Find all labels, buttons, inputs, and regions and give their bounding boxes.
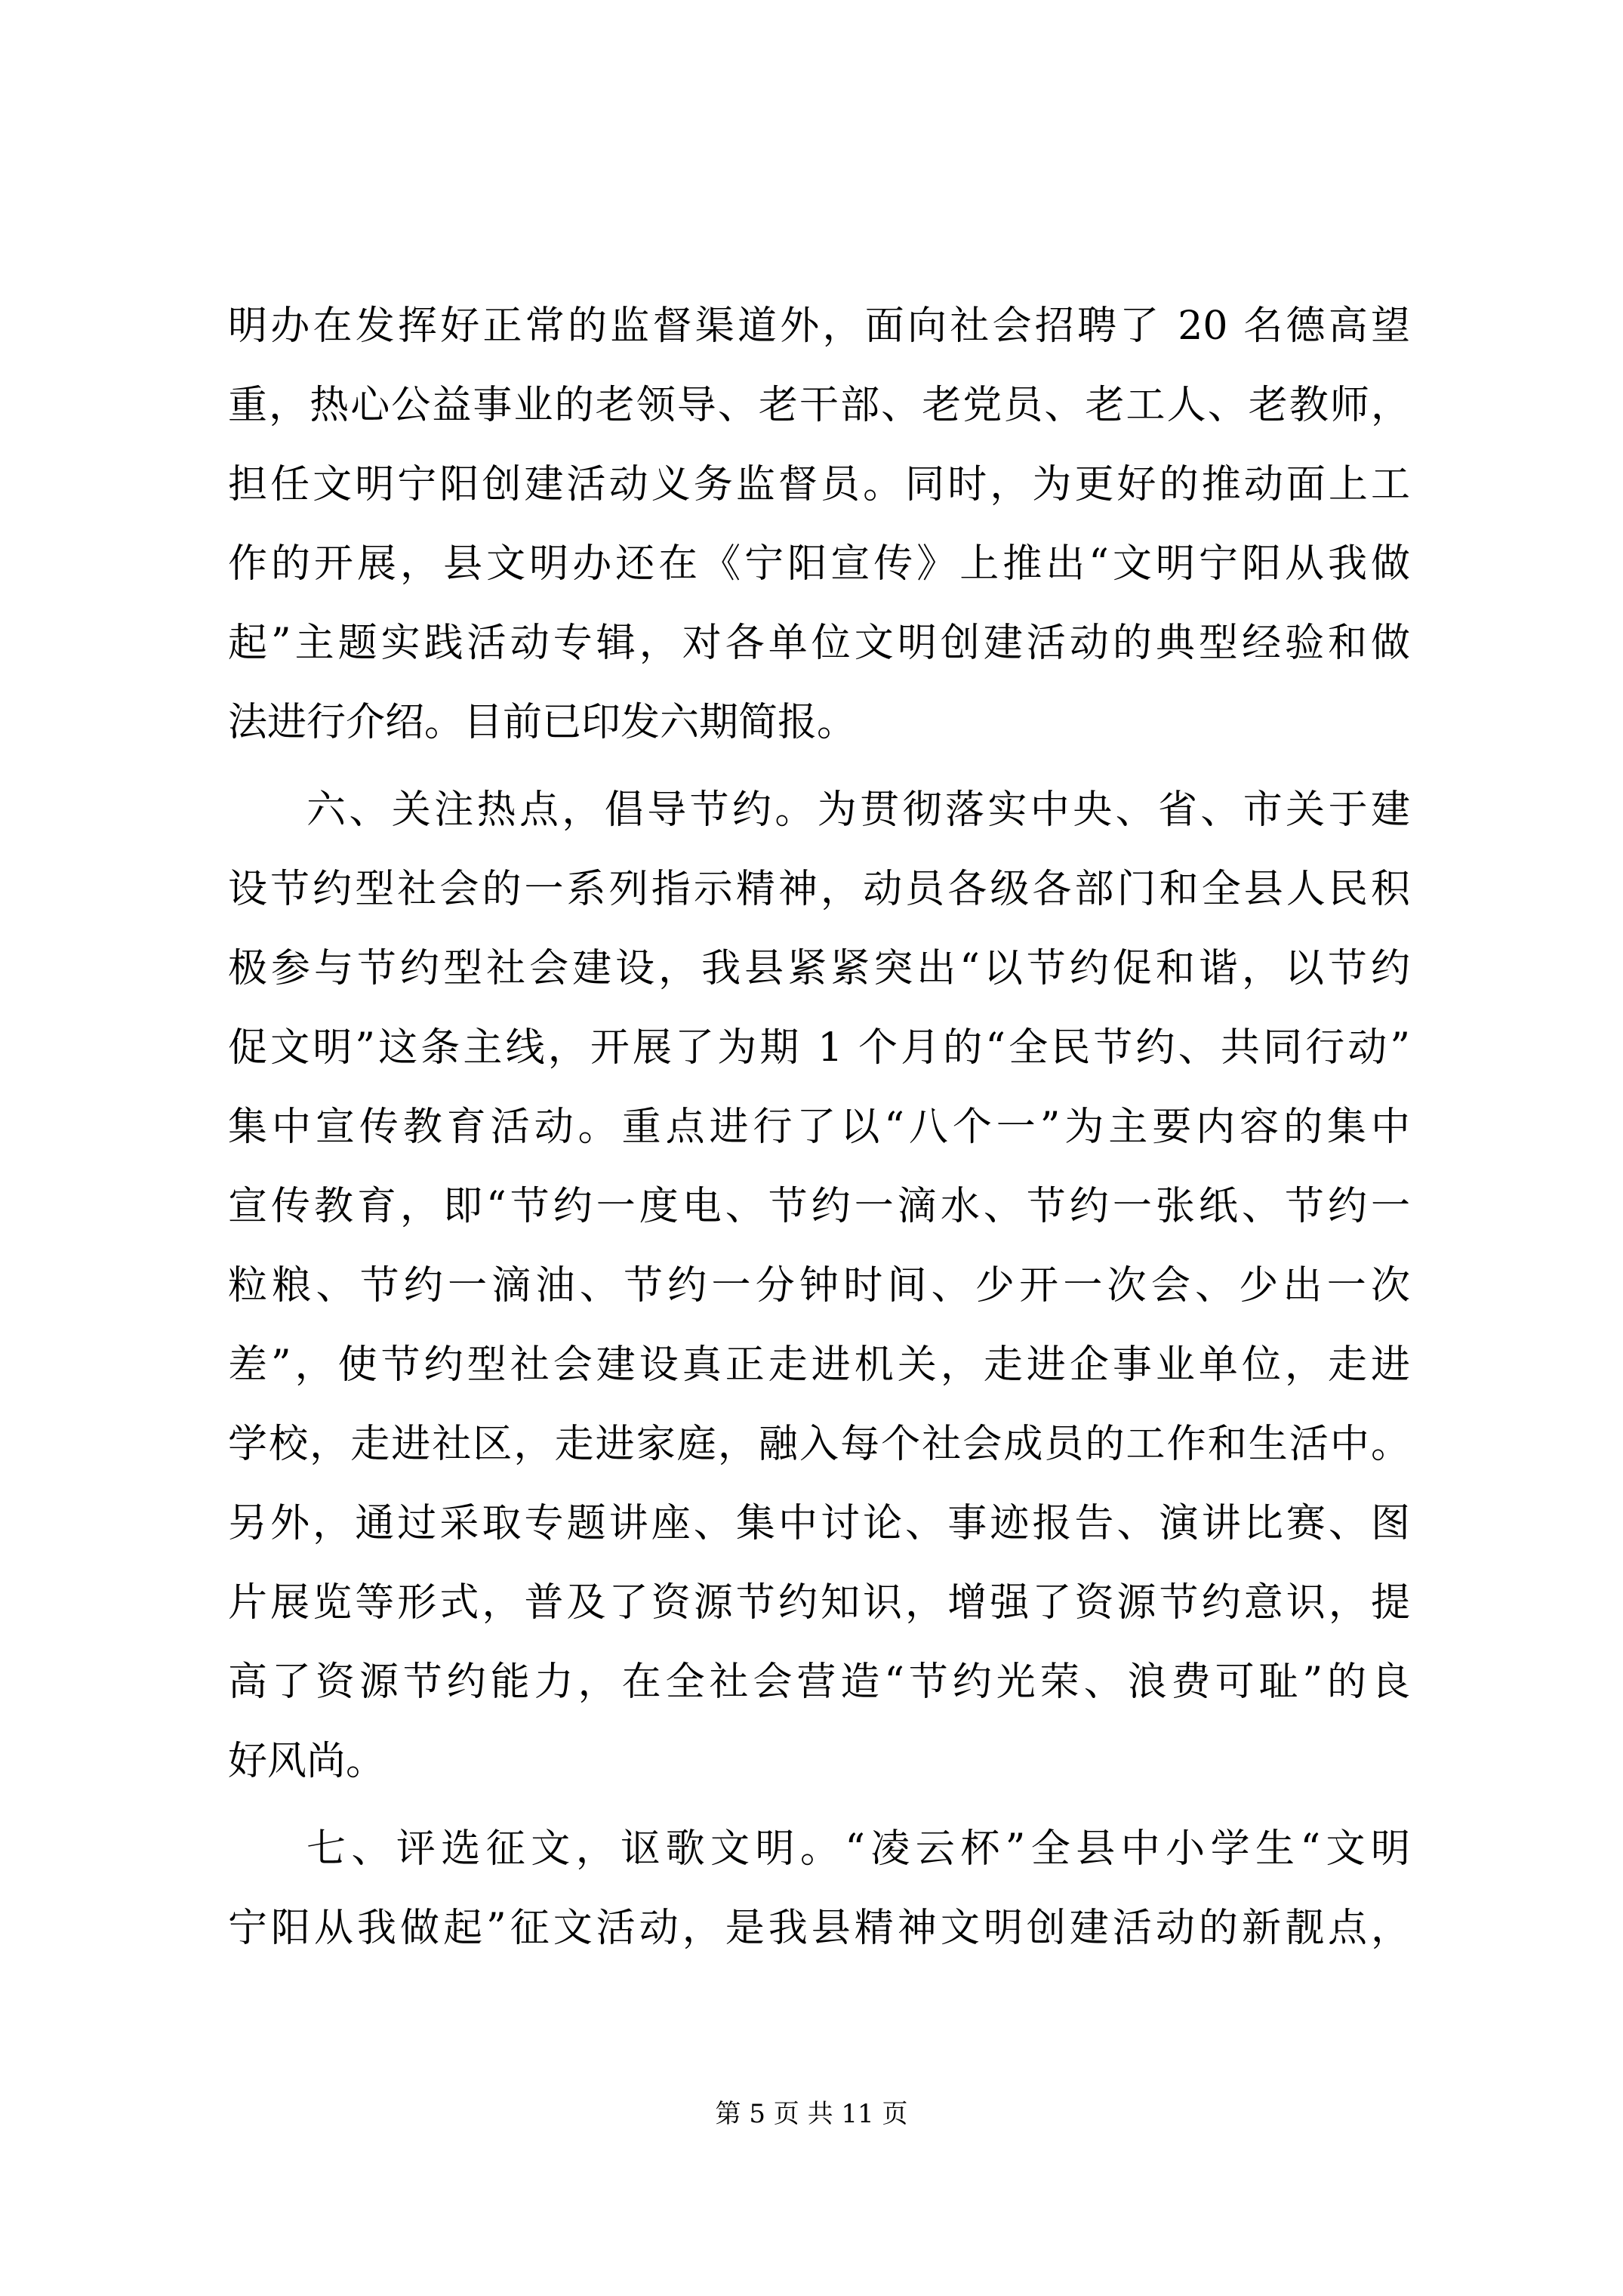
page-number-footer: 第 5 页 共 11 页 xyxy=(715,2099,908,2129)
text-line: 六、关注热点，倡导节约。为贯彻落实中央、省、市关于建 xyxy=(306,787,1410,833)
text-line: 片展览等形式，普及了资源节约知识，增强了资源节约意识，提 xyxy=(228,1580,1410,1626)
text-line: 好风尚。 xyxy=(228,1739,386,1784)
text-line: 学校，走进社区，走进家庭，融入每个社会成员的工作和生活中。 xyxy=(228,1422,1410,1467)
text-line: 作的开展，县文明办还在《宁阳宣传》上推出“文明宁阳从我做 xyxy=(228,541,1410,587)
text-line: 集中宣传教育活动。重点进行了以“八个一”为主要内容的集中 xyxy=(228,1105,1410,1150)
text-line: 重，热心公益事业的老领导、老干部、老党员、老工人、老教师， xyxy=(228,383,1410,428)
document-body xyxy=(228,287,1410,1968)
text-line: 粒粮、节约一滴油、节约一分钟时间、少开一次会、少出一次 xyxy=(228,1263,1410,1308)
text-line: 明办在发挥好正常的监督渠道外，面向社会招聘了 20 名德高望 xyxy=(228,304,1410,349)
text-line: 差”，使节约型社会建设真正走进机关，走进企事业单位，走进 xyxy=(228,1342,1410,1388)
paragraph xyxy=(228,771,1410,1801)
text-line: 设节约型社会的一系列指示精神，动员各级各部门和全县人民积 xyxy=(228,867,1410,912)
paragraph xyxy=(228,1810,1410,1968)
text-line: 促文明”这条主线，开展了为期 1 个月的“全民节约、共同行动” xyxy=(228,1025,1410,1071)
text-line: 另外，通过采取专题讲座、集中讨论、事迹报告、演讲比赛、图 xyxy=(228,1501,1410,1546)
text-line: 宁阳从我做起”征文活动，是我县精神文明创建活动的新靓点， xyxy=(228,1906,1410,1951)
text-line: 七、评选征文，讴歌文明。“凌云杯”全县中小学生“文明 xyxy=(306,1826,1410,1872)
text-line: 法进行介绍。目前已印发六期简报。 xyxy=(228,700,857,745)
text-line: 宣传教育，即“节约一度电、节约一滴水、节约一张纸、节约一 xyxy=(228,1184,1410,1229)
paragraph xyxy=(228,287,1410,763)
text-line: 担任文明宁阳创建活动义务监督员。同时，为更好的推动面上工 xyxy=(228,462,1410,507)
text-line: 极参与节约型社会建设，我县紧紧突出“以节约促和谐，以节约 xyxy=(228,946,1410,991)
text-line: 起”主题实践活动专辑，对各单位文明创建活动的典型经验和做 xyxy=(228,621,1410,666)
text-line: 高了资源节约能力，在全社会营造“节约光荣、浪费可耻”的良 xyxy=(228,1660,1410,1705)
